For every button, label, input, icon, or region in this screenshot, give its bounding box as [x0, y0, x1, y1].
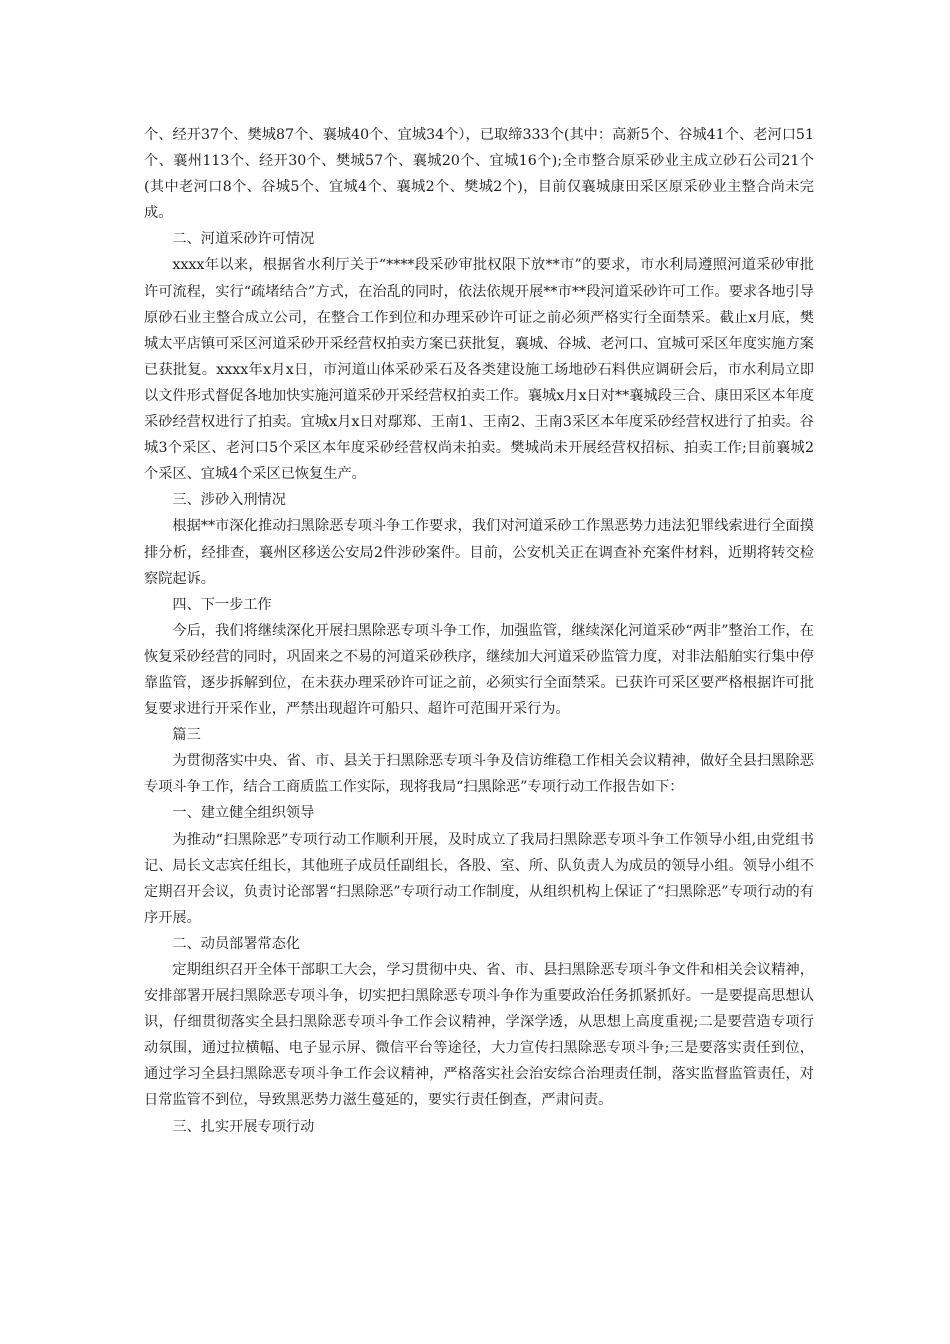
section-heading: 二、河道采砂许可情况: [172, 231, 315, 248]
section-heading: 四、下一步工作: [172, 596, 272, 613]
part-heading: 篇三: [172, 727, 201, 744]
paragraph: xxxx年以来，根据省水利厅关于“****段采砂审批权限下放**市”的要求，市水利局遵照河道采砂审批许可流程，实行“疏堵结合”方式，在治乱的同时，依法依规开展**市**段河道采砂许可工作。要求各地引导原砂石业主整合成立公司，在整合工作到位和办理采砂许可证之前必须严格实行全面禁采。截止x月底，樊城太平店镇可采区河道采砂开采经营权拍卖方案已获批复，襄城、谷城、老河口、宜城可采区年度实施方案已获批复。xxxx年x月x日，市河道山体采砂采石及各类建设施工场地砂石料供应调研会后，市水利局立即以文件形式督促各地加快实施河道采砂开采经营权拍卖工作。襄城x月x日对**襄城段三合、康田采区本年度采砂经营权进行了拍卖。宜城x月x日对鄢郑、王南1、王南2、王南3采区本年度采砂经营权进行了拍卖。谷城3个采区、老河口5个采区本年度采砂经营权尚未拍卖。樊城尚未开展经营权招标、拍卖工作;目前襄城2个采区、宜城4个采区已恢复生产。: [144, 257, 814, 483]
paragraph: 为推动“扫黑除恶”专项行动工作顺利开展，及时成立了我局扫黑除恶专项斗争工作领导小组,由党组书记、局长文志宾任组长，其他班子成员任副组长，各股、室、所、队负责人为成员的领导小组。领导小组不定期召开会议，负责讨论部署“扫黑除恶”专项行动工作制度，从组织机构上保证了“扫黑除恶”专项行动的有序开展。: [144, 831, 814, 926]
section-heading: 三、涉砂入刑情况: [172, 492, 286, 509]
paragraph: 为贯彻落实中央、省、市、县关于扫黑除恶专项斗争及信访维稳工作相关会议精神，做好全县扫黑除恶专项斗争工作，结合工商质监工作实际，现将我局“扫黑除恶”专项行动工作报告如下：: [144, 753, 814, 796]
document-page: [144, 122, 814, 1140]
paragraph: 根据**市深化推动扫黑除恶专项斗争工作要求，我们对河道采砂工作黑恶势力违法犯罪线索进行全面摸排分析，经排查，襄州区移送公安局2件涉砂案件。目前，公安机关正在调查补充案件材料，近期将转交检察院起诉。: [144, 518, 814, 587]
section-heading: 二、动员部署常态化: [172, 935, 301, 952]
paragraph: 今后，我们将继续深化开展扫黑除恶专项斗争工作，加强监管，继续深化河道采砂“两非”整治工作，在恢复采砂经营的同时，巩固来之不易的河道采砂秩序，继续加大河道采砂监管力度，对非法船舶实行集中停靠监管，逐步拆解到位，在未获办理采砂许可证之前，必须实行全面禁采。已获许可采区要严格根据许可批复要求进行开采作业，严禁出现超许可船只、超许可范围开采行为。: [144, 622, 814, 718]
paragraph: 定期组织召开全体干部职工大会，学习贯彻中央、省、市、县扫黑除恶专项斗争文件和相关会议精神，安排部署开展扫黑除恶专项斗争，切实把扫黑除恶专项斗争作为重要政治任务抓紧抓好。一是要提高思想认识，仔细贯彻落实全县扫黑除恶专项斗争工作会议精神，学深学透，从思想上高度重视;二是要营造专项行动氛围，通过拉横幅、电子显示屏、微信平台等途径，大力宣传扫黑除恶专项斗争;三是要落实责任到位，通过学习全县扫黑除恶专项斗争工作会议精神，严格落实社会治安综合治理责任制，落实监督监管责任，对日常监管不到位，导致黑恶势力滋生蔓延的，要实行责任倒查，严肃问责。: [144, 962, 814, 1109]
section-heading: 一、建立健全组织领导: [172, 805, 315, 822]
paragraph-intro: 个、经开37个、樊城87个、襄城40个、宜城34个），已取缔333个(其中：高新5个、谷城41个、老河口51个、襄州113个、经开30个、樊城57个、襄城20个、宜城16个);全市整合原采砂业主成立砂石公司21个(其中老河口8个、谷城5个、宜城4个、襄城2个、樊城2个)，目前仅襄城康田采区原采砂业主整合尚未完成。: [144, 127, 814, 222]
section-heading: 三、扎实开展专项行动: [172, 1118, 315, 1135]
